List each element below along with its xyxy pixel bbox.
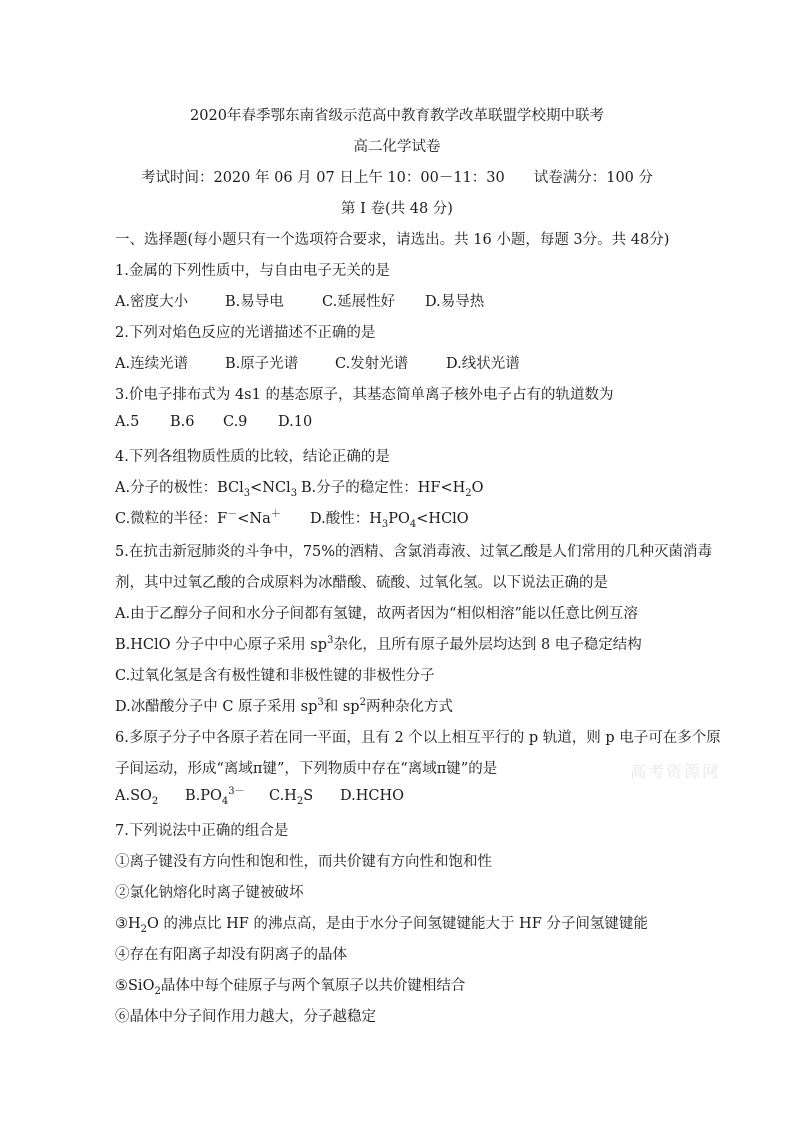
q4-option-d: D.酸性：$H_3PO_4<HClO$ [310,511,469,530]
q3-option-b: B.6 [170,414,195,430]
q2-option-c: C.发射光谱 [335,356,409,372]
question-5-stem-line-2: 剂，其中过氧乙酸的合成原料为冰醋酸、硫酸、过氧化氢。以下说法正确的是 [115,575,608,591]
q5-option-a: A.由于乙醇分子间和水分子间都有氢键，故两者因为“相似相溶”能以任意比例互溶 [115,606,638,622]
q2-option-d: D.线状光谱 [446,356,520,372]
q5-option-b: B.HClO 分子中中心原子采用 $sp^3$杂化，且所有原子最外层均达到 8 电子稳定结构 [115,635,642,653]
question-4-stem: 4.下列各组物质性质的比较，结论正确的是 [115,449,390,465]
watermark: 高考资源网 [630,762,721,781]
q4-option-a: A.分子的极性：BCl$_3$<NCl$_3$ [115,480,298,499]
q2-option-a: A.连续光谱 [115,356,189,372]
exam-time-info: 考试时间：2020 年 06 月 07 日上午 10：00－11：30 试卷满分：100 分 [140,170,654,186]
question-7-stem: 7.下列说法中正确的组合是 [115,823,289,839]
q5-option-d: D.冰醋酸分子中 C 原子采用 $sp^3$和 $sp^2$两种杂化方式 [115,697,453,715]
question-5-stem-line-1: 5.在抗击新冠肺炎的斗争中，75%的酒精、含氯消毒液、过氧乙酸是人们常用的几种灭菌消毒 [115,544,713,560]
q7-statement-3: $③H_2O$ 的沸点比 HF 的沸点高，是由于水分子间氢键键能大于 HF 分子间氢键键能 [115,916,648,935]
question-6-stem-line-1: 6.多原子分子中各原子若在同一平面，且有 2 个以上相互平行的 p 轨道，则 p 电子可在多个原 [115,730,721,746]
q7-statement-1: ①离子键没有方向性和饱和性，而共价键有方向性和饱和性 [115,854,492,870]
question-6-stem-line-2: 子间运动，形成“离域π键”，下列物质中存在“离域π键”的是 [115,761,498,777]
q4-option-c: C.微粒的半径：F－<Na＋ [115,509,281,527]
q7-statement-4: ④存在有阳离子却没有阴离子的晶体 [115,947,347,963]
q4-option-b: B.分子的稳定性：$HF<H_2O$ [301,480,484,499]
instructions: 一、选择题(每小题只有一个选项符合要求，请选出。共 16 小题，每题 3分。共 48分) [115,232,670,248]
question-2-stem: 2.下列对焰色反应的光谱描述不正确的是 [115,325,376,341]
q6-option-b: $B.PO_4^{3-}$ [185,786,245,807]
q2-option-b: B.原子光谱 [225,356,299,372]
q1-option-a: A.密度大小 [115,294,189,310]
q7-statement-5: ⑤SiO$_2$晶体中每个硅原子与两个氧原子以共价键相结合 [115,978,466,997]
q3-option-d: D.10 [278,414,313,430]
q3-option-c: C.9 [223,414,248,430]
q6-option-d: D.HCHO [340,788,404,804]
q1-option-b: B.易导电 [225,294,284,310]
paper-subject: 高二化学试卷 [353,139,441,155]
q3-option-a: A.5 [115,414,140,430]
section-title: 第 I 卷(共 48 分) [341,201,453,217]
question-1-stem: 1.金属的下列性质中，与自由电子无关的是 [115,263,390,279]
q6-option-a: $A.SO_2$ [115,788,159,807]
q6-option-c: $C.H_2S$ [269,788,314,807]
q1-option-c: C.延展性好 [322,294,396,310]
q5-option-c: C.过氧化氢是含有极性键和非极性键的非极性分子 [115,668,435,684]
q1-option-d: D.易导热 [425,294,485,310]
question-3-stem: 3.价电子排布式为 4s1 的基态原子，其基态简单离子核外电子占有的轨道数为 [115,387,614,403]
q7-statement-6: ⑥晶体中分子间作用力越大，分子越稳定 [115,1009,376,1025]
q7-statement-2: ②氯化钠熔化时离子键被破坏 [115,885,304,901]
exam-title: 2020年春季鄂东南省级示范高中教育教学改革联盟学校期中联考 [190,108,604,124]
